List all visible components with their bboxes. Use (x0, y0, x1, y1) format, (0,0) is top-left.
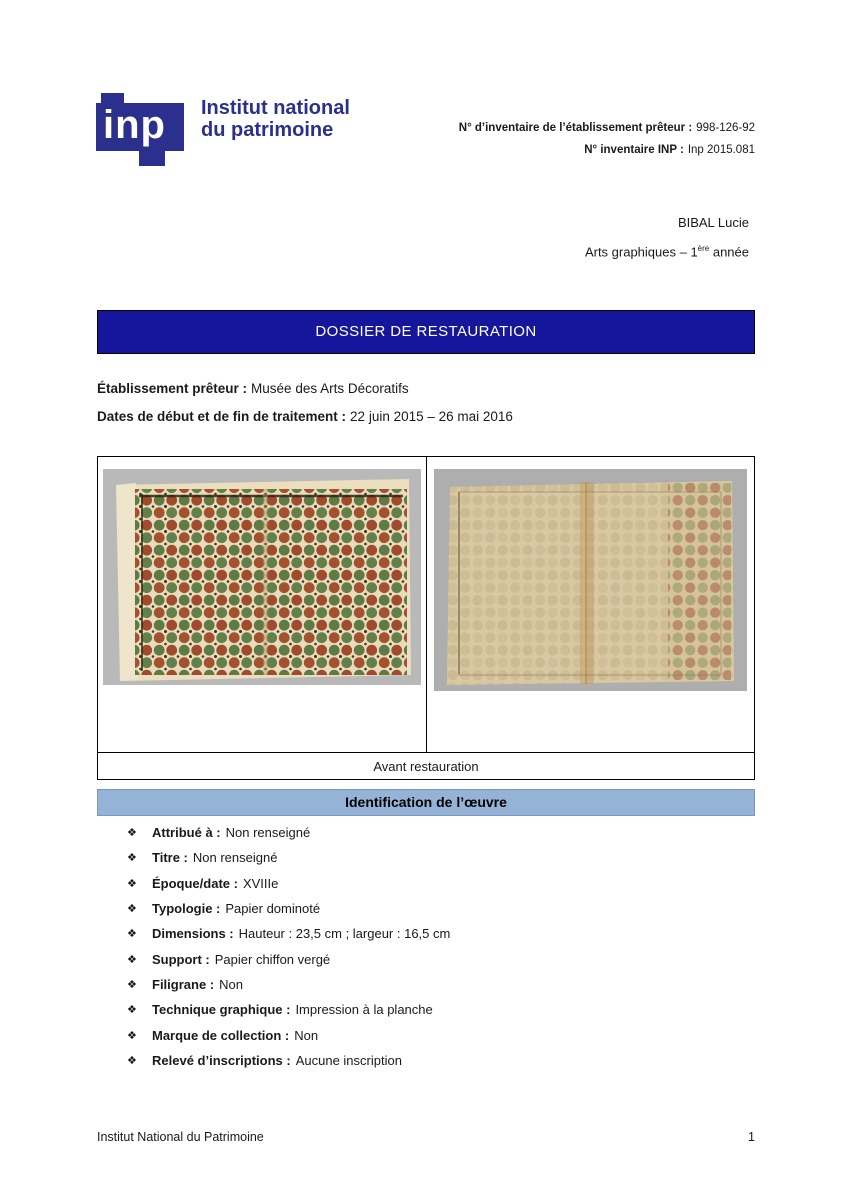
item-label: Attribué à : (152, 825, 221, 841)
item-label: Dimensions : (152, 926, 234, 942)
inventory-lender-value: 998-126-92 (696, 122, 755, 134)
photo-cell-recto (98, 457, 427, 753)
diamond-bullet-icon: ❖ (127, 977, 137, 991)
diamond-bullet-icon: ❖ (127, 1003, 137, 1017)
item-value: Papier dominoté (225, 901, 321, 917)
list-item-technique (97, 997, 755, 1022)
inventory-inp-label: N° inventaire INP : (584, 144, 684, 156)
institute-name-line1: Institut national (201, 97, 350, 119)
item-value: Papier chiffon vergé (214, 951, 331, 967)
item-value: Non renseigné (192, 850, 278, 866)
list-item-typologie (97, 896, 755, 921)
field-treatment-dates (97, 403, 755, 431)
list-item-epoque (97, 871, 755, 896)
photo-verso-avant-restauration (434, 469, 747, 691)
author-department (585, 236, 749, 265)
field-lender (97, 375, 755, 403)
item-value: Hauteur : 23,5 cm ; largeur : 16,5 cm (238, 926, 451, 942)
photo-caption: Avant restauration (98, 753, 755, 780)
inventory-line-lender (459, 117, 755, 139)
author-name: BIBAL Lucie (677, 215, 749, 230)
field-lender-value: Musée des Arts Décoratifs (251, 381, 409, 396)
diamond-bullet-icon: ❖ (127, 876, 137, 890)
inventory-line-inp (459, 139, 755, 161)
item-value: Impression à la planche (295, 1002, 433, 1018)
item-value: Aucune inscription (295, 1052, 402, 1068)
item-label: Relevé d’inscriptions : (152, 1052, 291, 1068)
item-label: Typologie : (152, 901, 221, 917)
inventory-lender-label: N° d’inventaire de l’établissement prêteur : (458, 122, 693, 134)
title-banner: DOSSIER DE RESTAURATION (97, 310, 755, 354)
photo-cell-verso (426, 457, 755, 753)
author-dept-superscript: ère (697, 244, 710, 253)
author-dept-suffix: année (709, 244, 749, 260)
institute-name-line2: du patrimoine (201, 119, 334, 141)
author-block (585, 210, 749, 265)
photo-table (97, 456, 755, 780)
item-value: Non (219, 976, 243, 992)
author-dept-prefix: Arts graphiques – 1 (584, 244, 698, 260)
institute-name (201, 97, 350, 141)
list-item-marque (97, 1022, 755, 1047)
inp-logo-tab-bottom (139, 149, 165, 166)
item-label: Époque/date : (152, 875, 238, 891)
diamond-bullet-icon: ❖ (127, 927, 137, 941)
item-label: Titre : (152, 850, 188, 866)
item-value: Non (294, 1027, 319, 1043)
list-item-dimensions (97, 921, 755, 946)
footer-institution: Institut National du Patrimoine (97, 1130, 264, 1144)
item-label: Marque de collection : (152, 1027, 290, 1043)
list-item-inscriptions (97, 1048, 755, 1073)
list-item-filigrane (97, 972, 755, 997)
field-dates-value: 22 juin 2015 – 26 mai 2016 (350, 409, 513, 424)
footer-page-number: 1 (748, 1130, 755, 1144)
inventory-inp-value: Inp 2015.081 (687, 144, 755, 156)
diamond-bullet-icon: ❖ (127, 902, 137, 916)
page-footer (97, 1130, 755, 1144)
inp-logo-text: inp (103, 103, 166, 147)
diamond-bullet-icon: ❖ (127, 826, 137, 840)
list-item-titre (97, 845, 755, 870)
item-value: XVIIIe (242, 875, 279, 891)
list-item-support (97, 946, 755, 971)
item-label: Support : (152, 951, 210, 967)
inp-logo (96, 90, 188, 170)
field-dates-label: Dates de début et de fin de traitement : (97, 409, 347, 424)
item-label: Technique graphique : (152, 1002, 291, 1018)
list-item-attribue (97, 820, 755, 845)
field-lender-label: Établissement prêteur : (97, 381, 248, 396)
diamond-bullet-icon: ❖ (127, 1028, 137, 1042)
identification-list (97, 820, 755, 1073)
diamond-bullet-icon: ❖ (127, 1053, 137, 1067)
photo-recto-avant-restauration (103, 469, 421, 685)
item-value: Non renseigné (225, 825, 311, 841)
info-fields (97, 375, 755, 431)
inventory-numbers (459, 117, 755, 161)
diamond-bullet-icon: ❖ (127, 952, 137, 966)
identification-banner: Identification de l’œuvre (97, 789, 755, 816)
item-label: Filigrane : (152, 976, 215, 992)
inp-logo-main (96, 103, 184, 151)
diamond-bullet-icon: ❖ (127, 851, 137, 865)
